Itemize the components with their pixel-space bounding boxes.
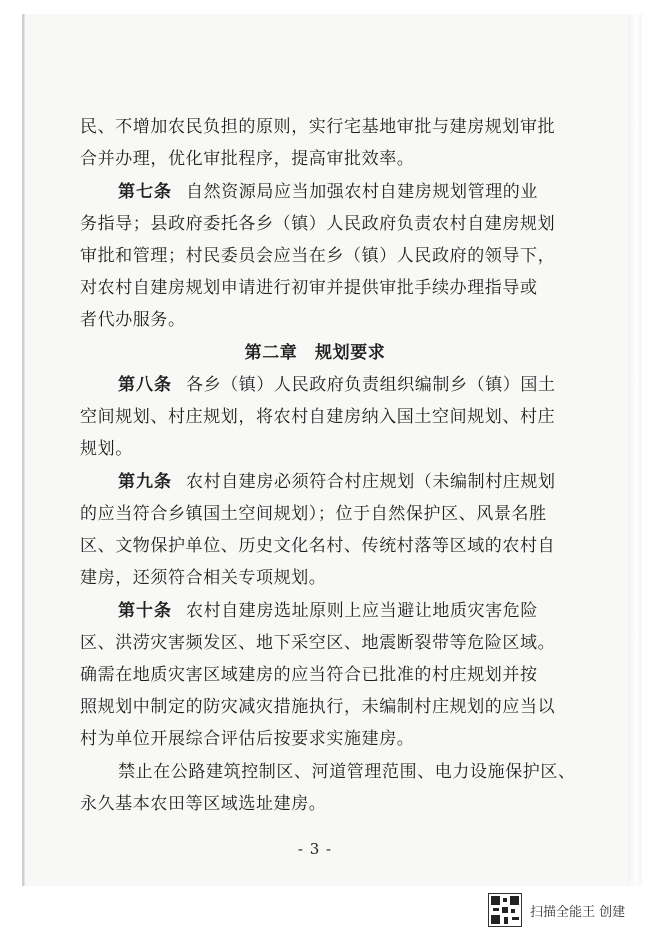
- scanner-watermark: [488, 892, 625, 928]
- article-9-label: 第九条: [118, 472, 172, 492]
- scanner-label: 扫描全能王 创建: [530, 904, 626, 920]
- qr-code-icon: [488, 893, 522, 927]
- text-line: 农村自建房必须符合村庄规划（未编制村庄规划: [186, 472, 556, 492]
- text-line: 自然资源局应当加强农村自建房规划管理的业: [186, 182, 538, 202]
- text-line: 务指导；县政府委托各乡（镇）人民政府负责农村自建房规划: [80, 214, 556, 234]
- text-line: 民、不增加农民负担的原则，实行宅基地审批与建房规划审批: [80, 117, 556, 137]
- scan-edge: [628, 14, 638, 886]
- text-line: 者代办服务。: [80, 310, 186, 330]
- article-7-label: 第七条: [118, 182, 172, 202]
- article-8-line: [118, 369, 556, 401]
- text-line: 合并办理，优化审批程序，提高审批效率。: [80, 149, 415, 169]
- text-line: 农村自建房选址原则上应当避让地质灾害危险: [186, 601, 538, 621]
- text-line: 照规划中制定的防灾减灾措施执行，未编制村庄规划的应当以: [80, 697, 556, 717]
- chapter-title: 第二章 规划要求: [244, 343, 386, 363]
- text-line: 确需在地质灾害区域建房的应当符合已批准的村庄规划并按: [80, 665, 538, 685]
- text-line: 审批和管理；村民委员会应当在乡（镇）人民政府的领导下，: [80, 246, 556, 266]
- article-8-label: 第八条: [118, 375, 172, 395]
- article-7-line: [118, 176, 550, 208]
- text-line: 各乡（镇）人民政府负责组织编制乡（镇）国土: [186, 375, 556, 395]
- text-line: 对农村自建房规划申请进行初审并提供审批手续办理指导或: [80, 278, 538, 298]
- text-line: 禁止在公路建筑控制区、河道管理范围、电力设施保护区、: [118, 762, 576, 782]
- text-line: 区、洪涝灾害频发区、地下采空区、地震断裂带等危险区域。: [80, 633, 556, 653]
- article-9-line: [118, 466, 556, 498]
- article-10-line: [118, 595, 550, 627]
- text-line: 建房，还须符合相关专项规划。: [80, 568, 327, 588]
- page-number: - 3 -: [297, 840, 333, 858]
- text-line: 永久基本农田等区域选址建房。: [80, 794, 327, 814]
- text-line: 的应当符合乡镇国土空间规划）；位于自然保护区、风景名胜: [80, 504, 547, 524]
- text-line: 区、文物保护单位、历史文化名村、传统村落等区域的农村自: [80, 536, 556, 556]
- text-line: 规划。: [80, 439, 133, 459]
- text-line: 空间规划、村庄规划，将农村自建房纳入国土空间规划、村庄: [80, 407, 556, 427]
- article-10-label: 第十条: [118, 601, 172, 621]
- text-line: 村为单位开展综合评估后按要求实施建房。: [80, 729, 415, 749]
